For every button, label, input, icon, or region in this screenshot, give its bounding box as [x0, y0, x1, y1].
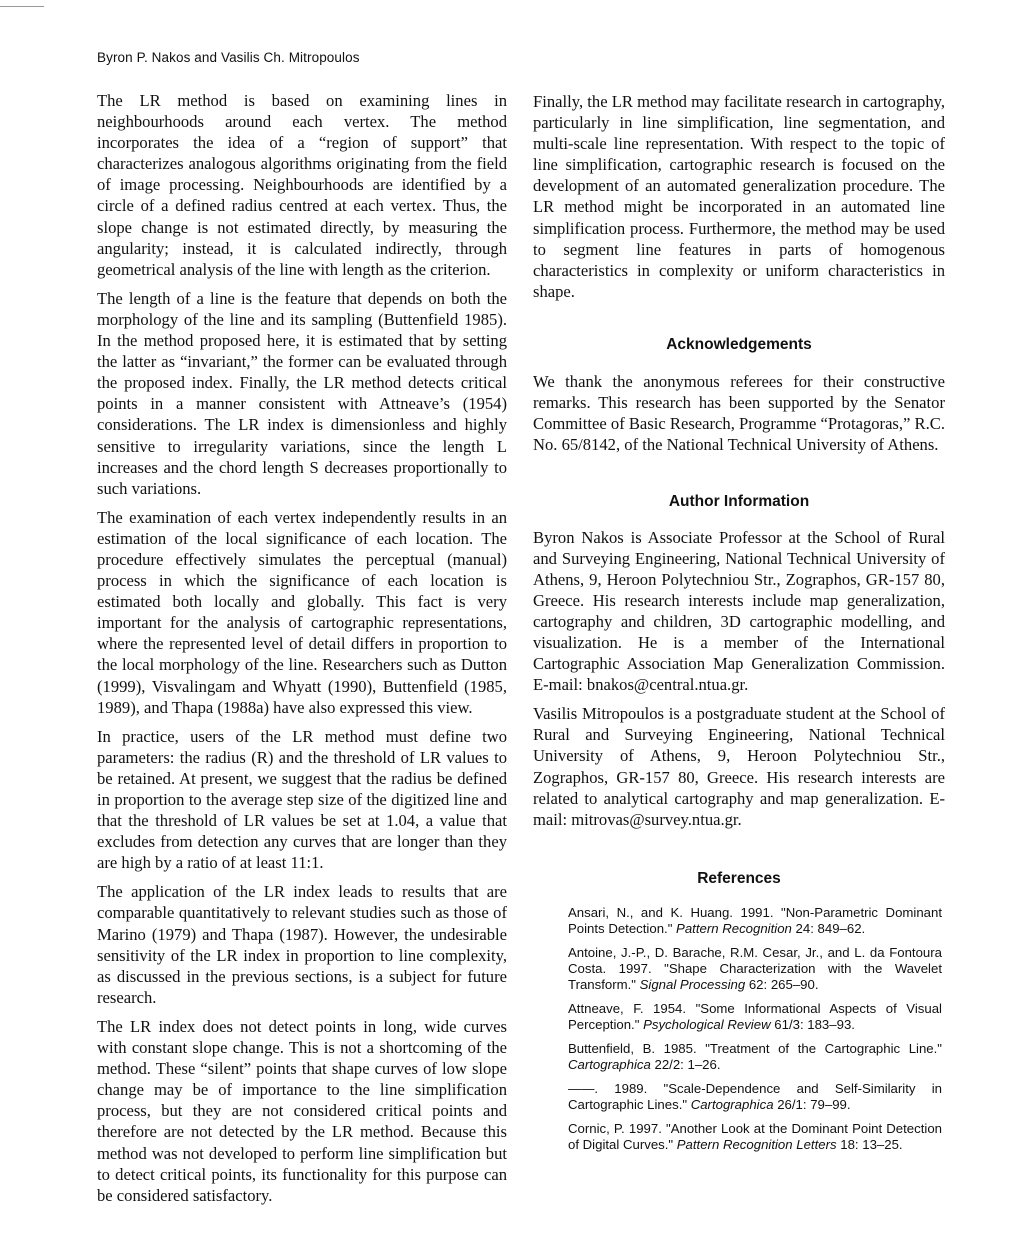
- reference-item: Antoine, J.-P., D. Barache, R.M. Cesar, Jr., and L. da Fontoura Costa. 1997. "Shape Characterization with the Wavelet Transform." Signal Processing 62: 265–90.: [568, 944, 942, 992]
- left-column: [97, 90, 507, 1214]
- journal-title: Pattern Recognition: [676, 920, 792, 936]
- reference-item: Buttenfield, B. 1985. "Treatment of the Cartographic Line." Cartographica 22/2: 1–26.: [568, 1040, 942, 1072]
- right-column: [533, 90, 945, 1161]
- author-bio: Byron Nakos is Associate Professor at the School of Rural and Surveying Engineering, National Technical University of Athens, 9, Heroon Polytechniou Str., Zographos, GR-157 80, Greece. His research interests include map generalization, cartography and children, 3D cartographic modelling, and visualization. He is a member of the International Cartographic Association Map Generalization Commission. E-mail: bnakos@central.ntua.gr.: [533, 527, 945, 695]
- body-paragraph: The application of the LR index leads to results that are comparable quantitatively to relevant studies such as those of Marino (1979) and Thapa (1987). However, the undesirable sensitivity of the LR index in proportion to line complexity, as discussed in the previous sections, is a subject for future research.: [97, 882, 507, 1007]
- journal-title: Signal Processing: [639, 976, 746, 992]
- reference-item: ——. 1989. "Scale-Dependence and Self-Similarity in Cartographic Lines." Cartographica 26/1: 79–99.: [568, 1080, 942, 1112]
- reference-item: Attneave, F. 1954. "Some Informational Aspects of Visual Perception." Psychological Review 61/3: 183–93.: [568, 1000, 942, 1032]
- running-header: Byron P. Nakos and Vasilis Ch. Mitropoulos: [97, 50, 360, 65]
- reference-list: [533, 905, 945, 1153]
- top-rule: [0, 6, 44, 7]
- journal-title: Psychological Review: [643, 1016, 771, 1032]
- acknowledgements-heading: Acknowledgements: [666, 335, 812, 353]
- author-information-heading: Author Information: [668, 493, 810, 511]
- body-paragraph: Finally, the LR method may facilitate research in cartography, particularly in line simplification, line segmentation, and multi-scale line representation. With respect to the topic of line simplification, cartographic research is focused on the development of an automated generalization procedure. The LR method might be incorporated in an automated line simplification process. Furthermore, the method may be used to segment line features in parts of homogenous characteristics in complexity or uniform characteristics in shape.: [533, 92, 945, 301]
- body-paragraph: The LR method is based on examining lines in neighbourhoods around each vertex. The method incorporates the idea of a “region of support” that characterizes analogous algorithms originating from the field of image processing. Neighbourhoods are identified by a circle of a defined radius centred at each vertex. Thus, the slope change is not estimated directly, by measuring the angularity; instead, it is calculated indirectly, through geometrical analysis of the line with length as the criterion.: [97, 91, 507, 279]
- body-paragraph: The LR index does not detect points in long, wide curves with constant slope change. This is not a shortcoming of the method. These “silent” points that shape curves of low slope change may be of importance to the line simplification process, but they are not considered critical points and therefore are not detected by the LR method. Because this method was not developed to perform line simplification but to detect critical points, its functionality for this purpose can be considered satisfactory.: [97, 1016, 507, 1205]
- references-heading: References: [697, 869, 781, 887]
- reference-item: Cornic, P. 1997. "Another Look at the Dominant Point Detection of Digital Curves." Pattern Recognition Letters 18: 13–25.: [568, 1120, 942, 1152]
- journal-title: Pattern Recognition Letters: [676, 1136, 837, 1152]
- body-paragraph: The examination of each vertex independently results in an estimation of the local significance of each location. The procedure effectively simulates the perceptual (manual) process in which the significance of each location is estimated both locally and globally. This fact is very important for the analysis of cartographic representations, where the represented level of detail differs in proportion to the local morphology of the line. Researchers such as Dutton (1999), Visvalingam and Whyatt (1990), Buttenfield (1985, 1989), and Thapa (1988a) have also expressed this view.: [97, 507, 507, 717]
- acknowledgements-text: We thank the anonymous referees for their constructive remarks. This research has been supported by the Senator Committee of Basic Research, Programme “Protagoras,” R.C. No. 65/8142, of the National Technical University of Athens.: [533, 372, 945, 455]
- author-bio: Vasilis Mitropoulos is a postgraduate student at the School of Rural and Surveying Engineering, National Technical University of Athens, 9, Heroon Polytechniou Str., Zographos, GR-157 80, Greece. His research interests are related to analytical cartography and map generalization. E-mail: mitrovas@survey.ntua.gr.: [533, 704, 945, 829]
- body-paragraph: The length of a line is the feature that depends on both the morphology of the line and its sampling (Buttenfield 1985). In the method proposed here, it is estimated that by setting the latter as “invariant,” the former can be evaluated through the proposed index. Finally, the LR method detects critical points in a manner consistent with Attneave’s (1954) considerations. The LR index is dimensionless and highly sensitive to irregularity variations, since the length L increases and the chord length S decreases proportionally to such variations.: [97, 288, 507, 498]
- reference-item: Ansari, N., and K. Huang. 1991. "Non-Parametric Dominant Points Detection." Pattern Recognition 24: 849–62.: [568, 904, 942, 936]
- body-paragraph: In practice, users of the LR method must define two parameters: the radius (R) and the threshold of LR values to be retained. At present, we suggest that the radius be defined in proportion to the average step size of the digitized line and that the threshold of LR values be set at 1.04, a value that excludes from detection any curves that are longer than they are high by a ratio of at least 11:1.: [97, 726, 507, 873]
- journal-title: Cartographica: [568, 1056, 651, 1072]
- journal-title: Cartographica: [690, 1096, 774, 1112]
